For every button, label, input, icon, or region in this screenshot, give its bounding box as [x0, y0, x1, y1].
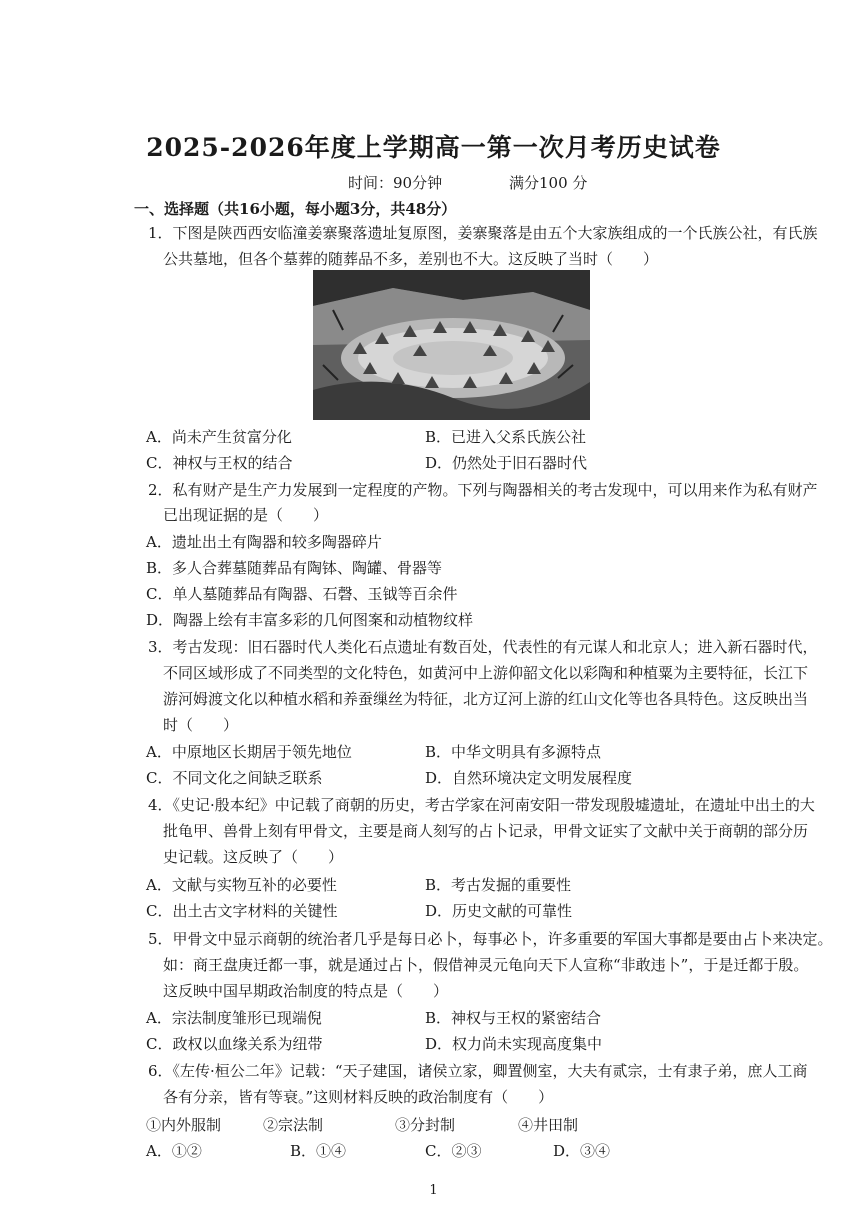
question-6-item-3: ③分封制 [395, 1116, 456, 1134]
question-6-item-1: ①内外服制 [146, 1116, 222, 1134]
question-6-option-a: A．①② [146, 1142, 202, 1160]
question-5-line-3: 这反映中国早期政治制度的特点是（ ） [163, 982, 449, 1000]
question-5-option-a: A．宗法制度雏形已现端倪 [146, 1009, 322, 1027]
question-2-option-a: A．遗址出土有陶器和较多陶器碎片 [146, 533, 382, 551]
question-3-option-d: D．自然环境决定文明发展程度 [425, 769, 633, 787]
question-4-option-b: B．考古发掘的重要性 [425, 876, 572, 894]
question-6-line-1: 6．《左传·桓公二年》记载：“天子建国，诸侯立家，卿置侧室，大夫有贰宗，士有隶子弟，庶人工商 [148, 1062, 808, 1080]
question-2-line-1: 2．私有财产是生产力发展到一定程度的产物。下列与陶器相关的考古发现中，可以用来作为私有财产 [148, 481, 818, 499]
question-2-option-d: D．陶器上绘有丰富多彩的几何图案和动植物纹样 [146, 611, 474, 629]
question-6-line-2: 各有分亲，皆有等衰。”这则材料反映的政治制度有（ ） [163, 1088, 554, 1106]
question-6-option-d: D．③④ [553, 1142, 611, 1160]
question-3-option-b: B．中华文明具有多源特点 [425, 743, 602, 761]
question-6-option-c: C．②③ [425, 1142, 482, 1160]
question-5-option-d: D．权力尚未实现高度集中 [425, 1035, 603, 1053]
page-number: 1 [429, 1183, 438, 1198]
question-6-item-2: ②宗法制 [263, 1116, 324, 1134]
question-4-option-d: D．历史文献的可靠性 [425, 902, 573, 920]
question-5-option-b: B．神权与王权的紧密结合 [425, 1009, 602, 1027]
question-1-option-c: C．神权与王权的结合 [146, 454, 293, 472]
question-3-line-4: 时（ ） [163, 716, 239, 734]
question-5-line-1: 5．甲骨文中显示商朝的统治者几乎是每日必卜，每事必卜，许多重要的军国大事都是要由占卜来决定。 [148, 930, 833, 948]
question-4-option-c: C．出土古文字材料的关键性 [146, 902, 338, 920]
question-3-option-a: A．中原地区长期居于领先地位 [146, 743, 352, 761]
question-3-option-c: C．不同文化之间缺乏联系 [146, 769, 323, 787]
exam-time: 时间：90分钟 [348, 174, 443, 192]
jiangzhai-settlement-reconstruction-image [313, 270, 590, 420]
question-5-line-2: 如：商王盘庚迁都一事，就是通过占卜，假借神灵元龟向天下人宣称“非敢违卜”，于是迁都于殷。 [163, 956, 809, 974]
question-4-line-1: 4．《史记·殷本纪》中记载了商朝的历史，考古学家在河南安阳一带发现殷墟遗址，在遗址中出土的大 [148, 796, 815, 814]
question-4-option-a: A．文献与实物互补的必要性 [146, 876, 337, 894]
question-2-option-b: B．多人合葬墓随葬品有陶钵、陶罐、骨器等 [146, 559, 443, 577]
question-1-option-b: B．已进入父系氏族公社 [425, 428, 587, 446]
question-4-line-3: 史记载。这反映了（ ） [163, 848, 344, 866]
question-6-option-b: B．①④ [290, 1142, 347, 1160]
question-1-option-a: A．尚未产生贫富分化 [146, 428, 292, 446]
question-5-option-c: C．政权以血缘关系为纽带 [146, 1035, 323, 1053]
question-3-line-3: 游河姆渡文化以种植水稻和养蚕缫丝为特征，北方辽河上游的红山文化等也各具特色。这反映出当 [163, 690, 809, 708]
question-4-line-2: 批龟甲、兽骨上刻有甲骨文，主要是商人刻写的占卜记录，甲骨文证实了文献中关于商朝的部分历 [163, 822, 809, 840]
question-2-option-c: C．单人墓随葬品有陶器、石磬、玉钺等百余件 [146, 585, 458, 603]
exam-title: 2025-2026年度上学期高一第一次月考历史试卷 [146, 133, 721, 162]
question-6-item-4: ④井田制 [518, 1116, 579, 1134]
question-3-line-1: 3．考古发现：旧石器时代人类化石点遗址有数百处，代表性的有元谋人和北京人；进入新石器时代， [148, 638, 818, 656]
question-1-option-d: D．仍然处于旧石器时代 [425, 454, 588, 472]
question-3-line-2: 不同区域形成了不同类型的文化特色，如黄河中上游仰韶文化以彩陶和种植粟为主要特征，长江下 [163, 664, 809, 682]
question-1-line-1: 1．下图是陕西西安临潼姜寨聚落遗址复原图，姜寨聚落是由五个大家族组成的一个氏族公社，有氏族 [148, 224, 818, 242]
question-2-line-2: 已出现证据的是（ ） [163, 506, 329, 524]
exam-full-score: 满分100 分 [509, 174, 588, 192]
section-heading: 一、选择题（共16小题，每小题3分，共48分） [134, 200, 457, 218]
question-1-line-2: 公共墓地，但各个墓葬的随葬品不多，差别也不大。这反映了当时（ ） [163, 250, 659, 268]
